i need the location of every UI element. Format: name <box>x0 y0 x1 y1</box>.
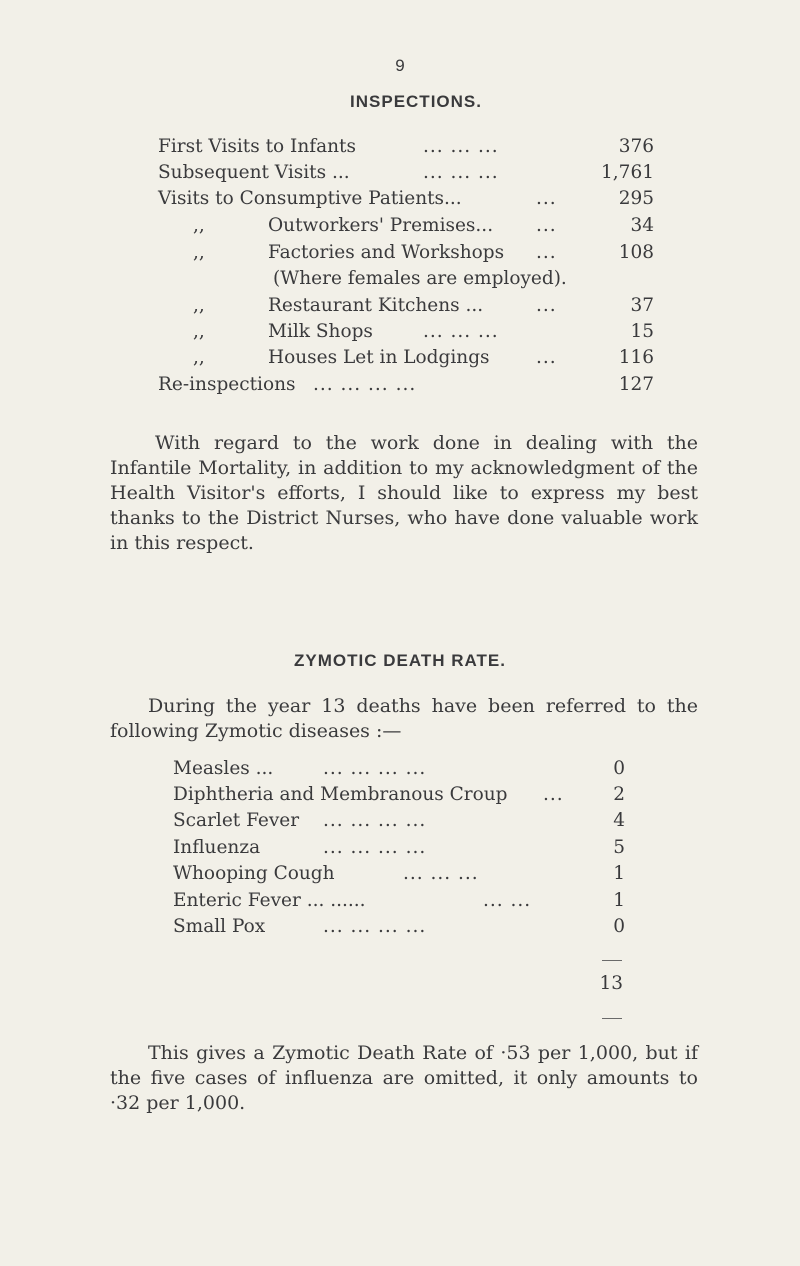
leader-dots: ... <box>543 784 564 805</box>
inspections-heading: INSPECTIONS. <box>350 92 482 111</box>
infant-mortality-paragraph: With regard to the work done in dealing with the Infantile Mortality, in addition to my acknowledgment of the Health Visitor's efforts, I should like to express my best thanks to the District Nurses, who have done valuable work in this respect. <box>110 432 698 554</box>
leader-dots: ... ... ... ... <box>323 837 427 858</box>
inspection-label: First Visits to Infants <box>158 136 356 157</box>
inspection-value: 127 <box>618 374 654 395</box>
total-rule-top <box>602 960 622 961</box>
inspection-label: Houses Let in Lodgings <box>268 347 490 368</box>
inspection-label: (Where females are employed). <box>273 268 567 289</box>
leader-dots: ... <box>536 188 557 209</box>
total-rule-bottom <box>602 1018 622 1019</box>
disease-label: Influenza <box>173 837 261 858</box>
disease-label: Measles ... <box>173 758 274 779</box>
inspection-value: 116 <box>618 347 654 368</box>
page-number: 9 <box>395 56 405 75</box>
inspection-label: Restaurant Kitchens ... <box>268 295 484 316</box>
leader-dots: ... <box>536 347 557 368</box>
inspection-value: 376 <box>618 136 654 157</box>
disease-label: Small Pox <box>173 916 266 937</box>
zymotic-conclusion: This gives a Zymotic Death Rate of ·53 per 1,000, but if the five cases of influenza are omitted, it only amounts to ·32 per 1,000. <box>110 1042 698 1114</box>
leader-dots: ... ... ... ... <box>323 916 427 937</box>
inspection-label: Visits to Consumptive Patients... <box>158 188 462 209</box>
ditto-mark: ,, <box>193 215 205 236</box>
disease-count: 4 <box>613 810 625 831</box>
inspection-label: Subsequent Visits ... <box>158 162 350 183</box>
inspection-label: Re-inspections <box>158 374 296 395</box>
leader-dots: ... <box>536 215 557 236</box>
disease-label: Scarlet Fever <box>173 810 300 831</box>
disease-count: 5 <box>613 837 625 858</box>
inspection-label: Milk Shops <box>268 321 373 342</box>
ditto-mark: ,, <box>193 242 205 263</box>
disease-label: Whooping Cough <box>173 863 335 884</box>
inspection-value: 108 <box>618 242 654 263</box>
inspection-value: 15 <box>630 321 654 342</box>
zymotic-intro: During the year 13 deaths have been referred to the following Zymotic diseases :— <box>110 695 698 742</box>
inspection-value: 37 <box>630 295 654 316</box>
inspection-value: 1,761 <box>601 162 654 183</box>
leader-dots: ... ... ... <box>423 136 499 157</box>
ditto-mark: ,, <box>193 347 205 368</box>
disease-label: Diphtheria and Membranous Croup <box>173 784 508 805</box>
leader-dots: ... <box>536 242 557 263</box>
inspection-label: Factories and Workshops <box>268 242 505 263</box>
disease-count: 2 <box>613 784 625 805</box>
leader-dots: ... ... <box>483 890 532 911</box>
disease-label: Enteric Fever ... ...... <box>173 890 366 911</box>
disease-count: 0 <box>613 758 625 779</box>
leader-dots: ... ... ... ... <box>313 374 417 395</box>
inspection-value: 34 <box>630 215 654 236</box>
inspection-label: Outworkers' Premises... <box>268 215 494 236</box>
zymotic-heading: ZYMOTIC DEATH RATE. <box>294 651 506 670</box>
inspection-value: 295 <box>618 188 654 209</box>
leader-dots: ... ... ... <box>403 863 479 884</box>
leader-dots: ... ... ... <box>423 162 499 183</box>
leader-dots: ... ... ... ... <box>323 758 427 779</box>
ditto-mark: ,, <box>193 321 205 342</box>
disease-count: 1 <box>613 863 625 884</box>
total-value: 13 <box>599 973 623 994</box>
disease-count: 0 <box>613 916 625 937</box>
leader-dots: ... <box>536 295 557 316</box>
leader-dots: ... ... ... <box>423 321 499 342</box>
ditto-mark: ,, <box>193 295 205 316</box>
disease-count: 1 <box>613 890 625 911</box>
leader-dots: ... ... ... ... <box>323 810 427 831</box>
